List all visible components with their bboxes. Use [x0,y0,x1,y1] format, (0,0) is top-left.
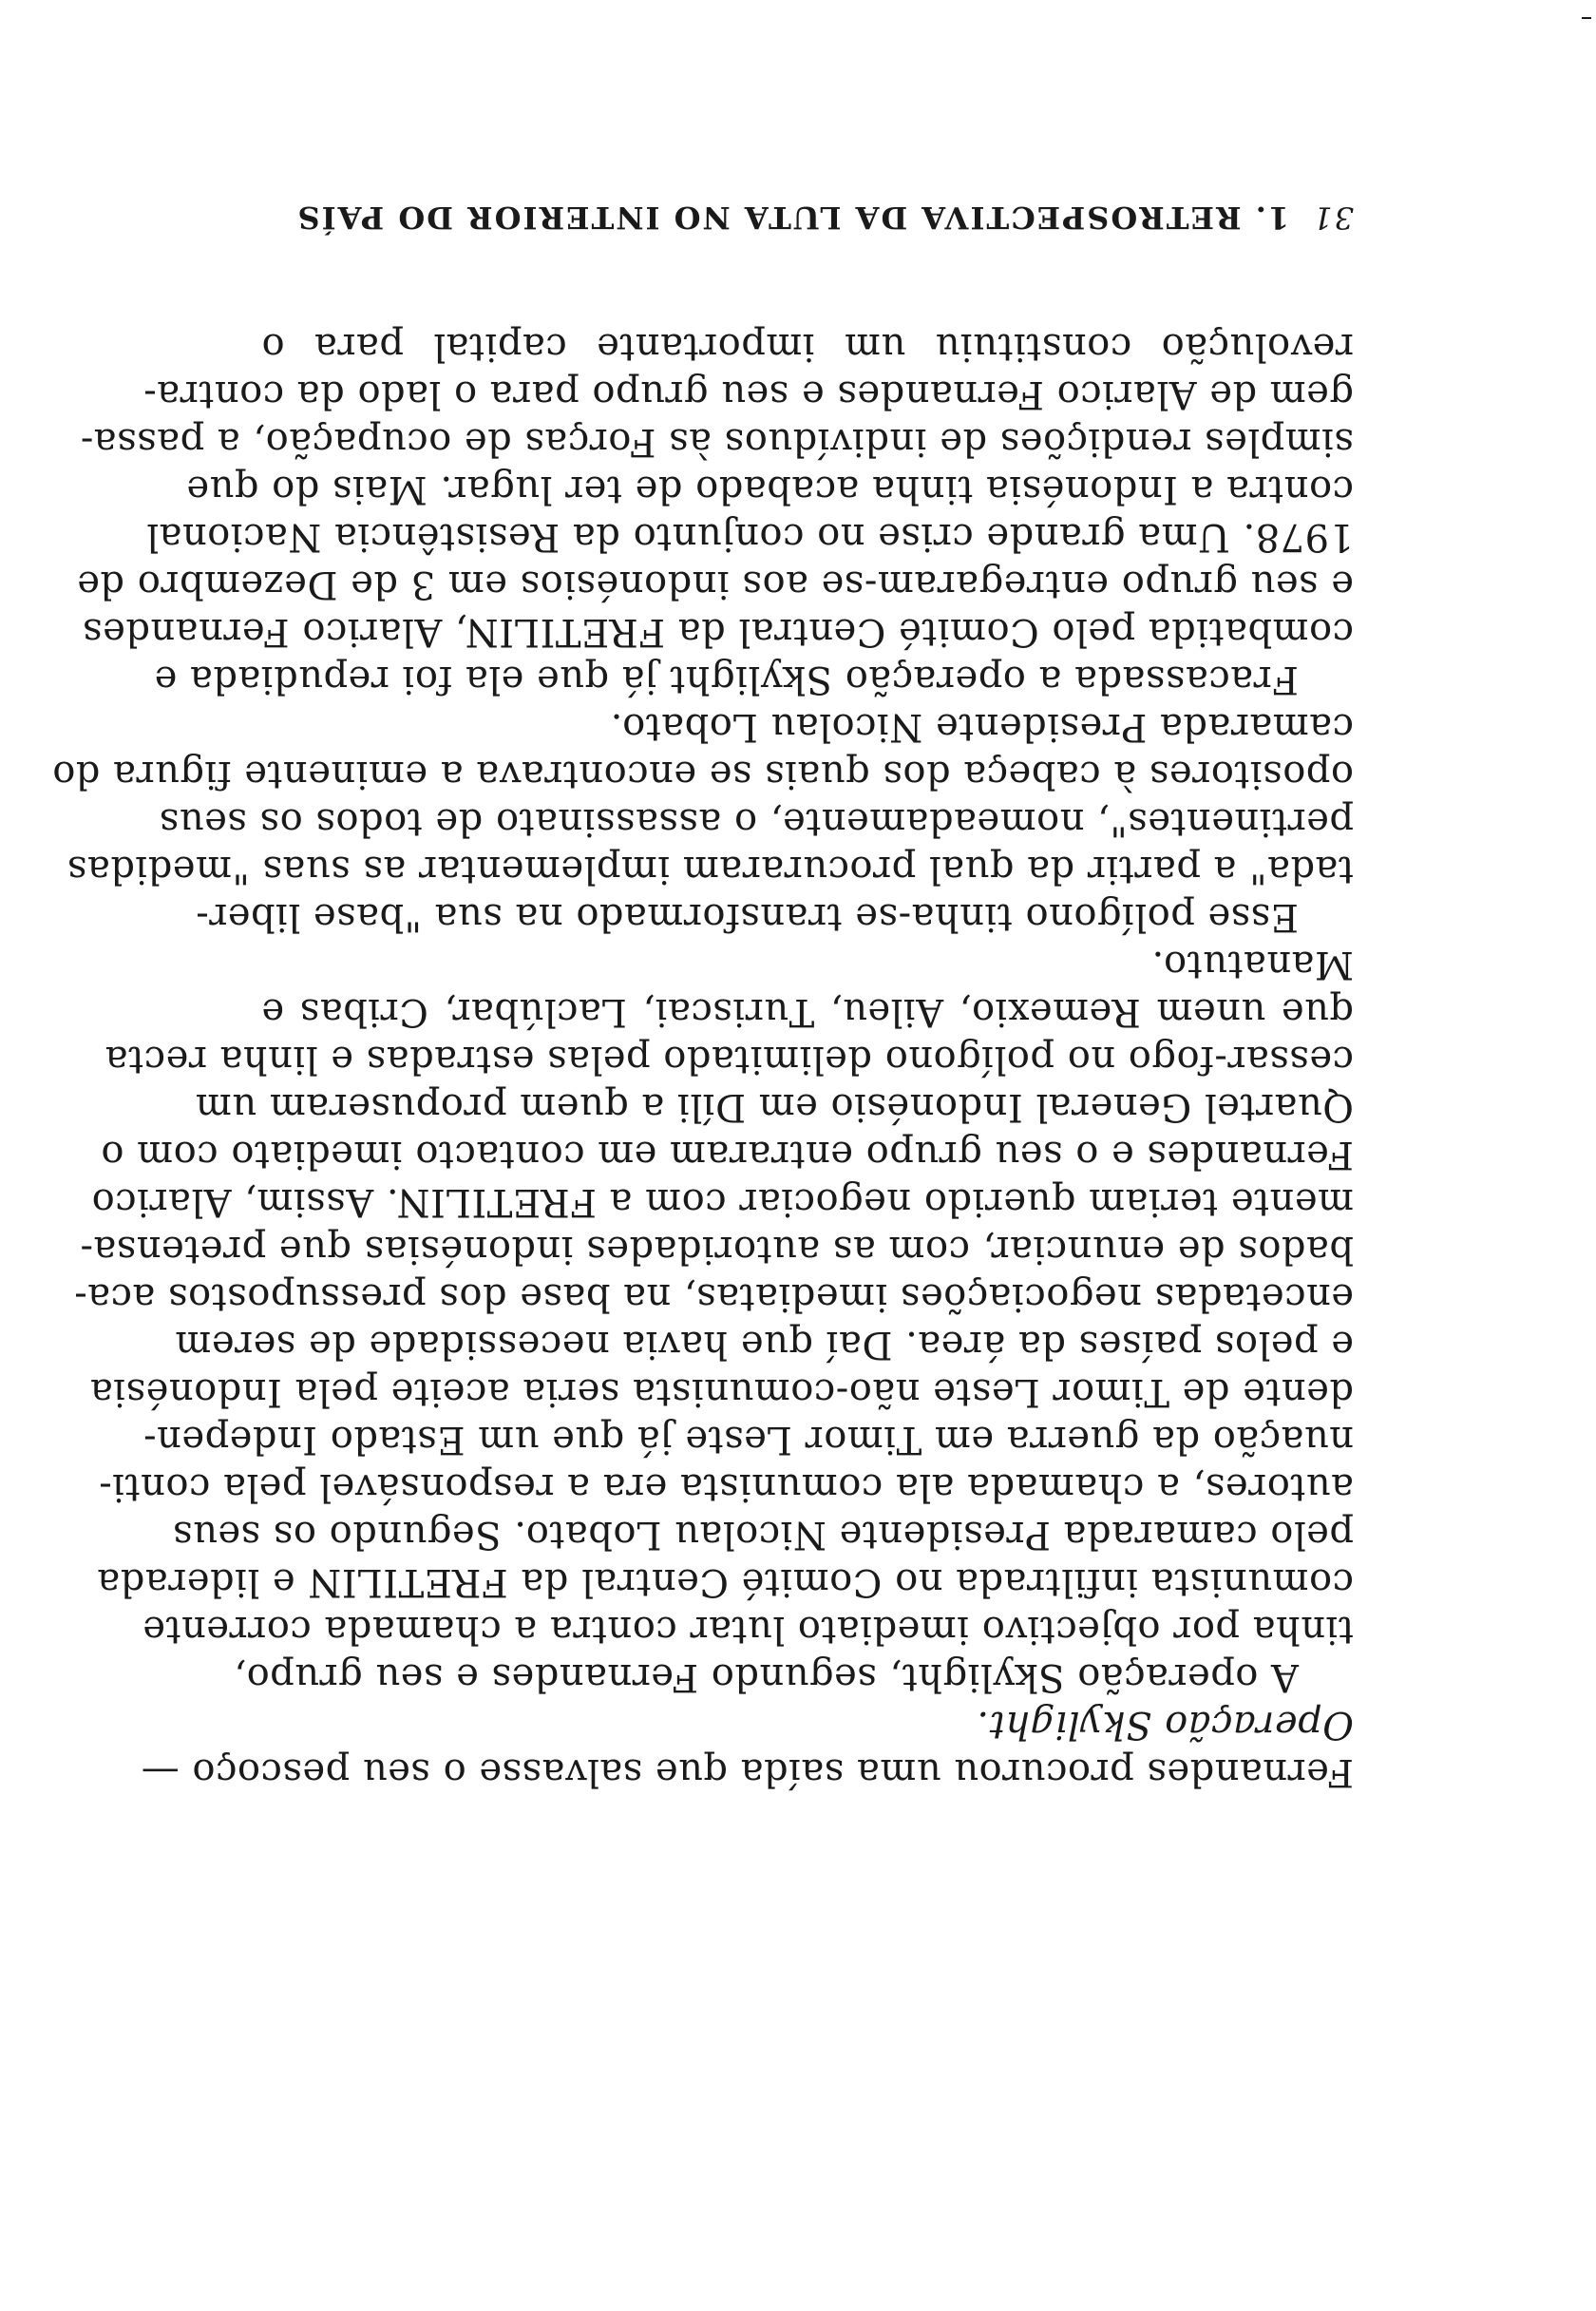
text-line: pelo camarada Presidente Nicolau Lobato. Segundo os seus [172,1513,1354,1557]
page-number: 31 [1311,200,1354,236]
text-line: cessar-fogo no polígono delimitado pelas estradas e linha recta [104,1038,1354,1081]
text-line: tinha por objectivo imediato lutar contra a chamada corrente [142,1608,1354,1652]
text-line: que unem Remexio, Aileu, Turiscai, Laclúbar, Cribas e [261,990,1354,1034]
text-line: gem de Alarico Fernandes e seu grupo para o lado da contra- [142,372,1354,416]
text-line: autores, a chamada ala comunista era a responsável pela conti- [98,1465,1354,1509]
text-line: e seu grupo entregaram-se aos indonésios em 3 de Dezembro de [76,563,1354,606]
text-line: dente de Timor Leste não-comunista seria aceite pela Indonésia [89,1370,1354,1414]
text-line: revolução constituiu um importante capital para o [261,325,1354,369]
text-line: pertinentes", nomeadamente, o assassinato de todos os seus [159,800,1354,844]
text-line: e pelos países da área. Daí que havia necessidade de serem [174,1323,1354,1366]
text-line: simples rendições de indivíduos às Forças de ocupação, a passa- [80,420,1354,464]
text-line: Quartel General Indonésio em Díli a quem propuseram um [195,1085,1354,1129]
paragraph-first-line: Esse polígono tinha-se transformado na sua "base liber- [195,895,1299,939]
text-line: nuação da guerra em Timor Leste já que um Estado Indepen- [142,1418,1354,1461]
paragraph-first-line: Fracassada a operação Skylight já que ela foi repudiada e [154,658,1299,701]
text-line: comunista infiltrada no Comité Central da FRETILIN e liderada [96,1560,1354,1604]
running-title: 1. RETROSPECTIVA DA LUTA NO INTERIOR DO PAÍS [295,200,1290,236]
running-header [261,200,1354,236]
text-line: camarada Presidente Nicolau Lobato. [610,705,1354,749]
text-line: tada" a partir da qual procuraram implementar as suas "medidas [66,848,1354,891]
text-line: encetadas negociações imediatas, na base dos pressupostos aca- [73,1275,1354,1319]
text-line: Manatuto. [1151,943,1354,986]
text-line: 1978. Uma grande crise no conjunto da Resistência Nacional [145,515,1354,559]
text-line: bados de enunciar, com as autoridades indonésias que pretensa- [79,1228,1354,1271]
paragraph-first-line: A operação Skylight, segundo Fernandes e seu grupo, [233,1655,1299,1699]
text-line: Fernandes e o seu grupo entraram em contacto imediato com o [100,1133,1354,1176]
text-line: opositores à cabeça dos quais se encontrava a eminente figura do [51,753,1354,796]
text-line: contra a Indonésia tinha acabado de ter lugar. Mais do que [185,468,1354,511]
text-line: mente teriam querido negociar com a FRETILIN. Assim, Alarico [91,1180,1354,1224]
text-line: combatida pelo Comité Central da FRETILIN, Alarico Fernandes [82,610,1354,654]
text-line: Fernandes procurou uma saída que salvasse o seu pescoço — [141,1750,1354,1794]
page-corner-mark [1582,17,1591,19]
section-heading: Operação Skylight. [976,1703,1354,1747]
